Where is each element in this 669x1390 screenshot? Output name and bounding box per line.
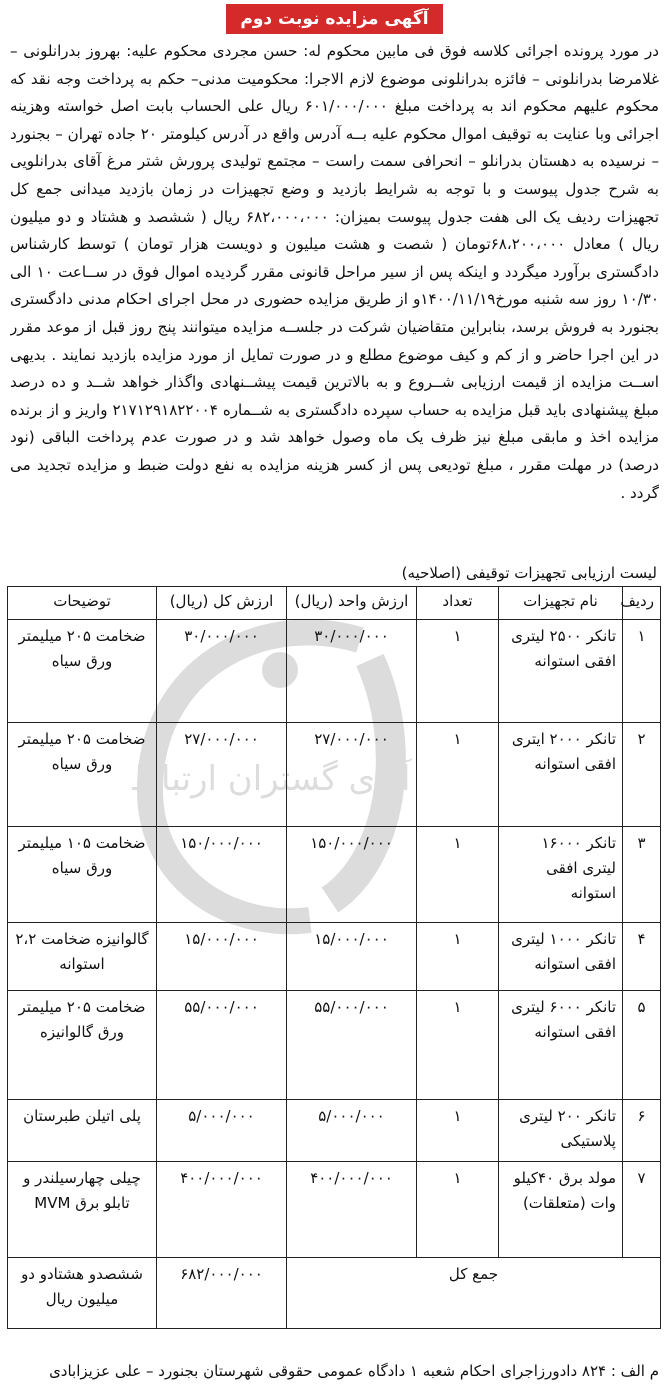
unit-value: ۲۷/۰۰۰/۰۰۰ [287,723,417,827]
equipment-name: تانکر ۲۵۰۰ لیتری افقی استوانه [499,620,623,723]
unit-value: ۵/۰۰۰/۰۰۰ [287,1100,417,1162]
table-header-row [8,587,661,620]
quantity: ۱ [417,723,499,827]
unit-value: ۵۵/۰۰۰/۰۰۰ [287,991,417,1100]
row-number: ۶ [623,1100,661,1162]
notice-title: آگهی مزایده نوبت دوم [226,4,442,34]
equipment-name: تانکر ۲۰۰ لیتری پلاستیکی [499,1100,623,1162]
description: ضخامت ۲۰۵ میلیمتر ورق گالوانیزه [8,991,157,1100]
title-bar [8,0,661,38]
table-row [8,723,661,827]
quantity: ۱ [417,923,499,991]
quantity: ۱ [417,1162,499,1258]
unit-value: ۳۰/۰۰۰/۰۰۰ [287,620,417,723]
notice-body: در مورد پرونده اجرائی کلاسه فوق فی مابین محکوم له: حسن مجردی محکوم علیه: بهروز بدرانلونی – غلامرضا بدرانلونی – فائزه بدرانلونی موضوع لازم الاجرا: محکومیت مدنی– حکم به پرداخت وجه نقد که محکوم علیهم محکوم اند به پرداخت مبلغ ۶۰۱/۰۰۰/۰۰۰ ریال علی الحساب بابت اصل خواسته وهزینه اجرائی وبا عنایت به توقیف اموال محکوم علیه بــه آدرس واقع در آدرس کیلومتر ۲۰ جاده تهران – بجنورد – نرسیده به دهستان بدرانلو – انحرافی سمت راست – مجتمع تولیدی پرورش شتر مرغ آقای بدرانلویی به شرح جدول پیوست و با توجه به شرایط بازدید و وضع تجهیزات در زمان بازدید میدانی جمع کل تجهیزات ردیف یک الی هفت جدول پیوست بمیزان: ۶۸۲،۰۰۰،۰۰۰ ریال ( ششصد و هشتاد و دو میلیون ریال ) معادل ۶۸،۲۰۰،۰۰۰تومان ( شصت و هشت میلیون و دویست هزار تومان ) توسط کارشناس دادگستری برآورد میگردد و اینکه پس از سیر مراحل قانونی مقرر گردیده اموال فوق در ســاعت ۱۰ الی ۱۰/۳۰ روز سه شنبه مورخ۱۴۰۰/۱۱/۱۹و از طریق مزایده حضوری در محل اجرای احکام مدنی دادگستری بجنورد به فروش برسد، بنابراین متقاضیان شرکت در جلســه مزایده میتوانند پنج روز قبل از موعد مقرر در این اجرا حاضر و از کم و کیف موضوع مطلع و در صورت تمایل از مورد مزایده بازدید نمایند . بدیهی اســت مزایده از قیمت ارزیابی شــروع و به بالاترین قیمت پیشــنهادی واگذار خواهد شــد و ده درصد مبلغ پیشنهادی باید قبل مزایده به حساب سپرده دادگستری به شــماره ۲۱۷۱۲۹۱۸۲۲۰۰۴ واریز و از برنده مزایده اخذ و مابقی مبلغ نیز ظرف یک ماه وصول خواهد شد و در صورت عدم پرداخت الباقی (نود درصد) در مهلت مقرر ، مبلغ تودیعی پس از کسر هزینه مزایده به نفع دولت ضبط و مزایده تجدید می گردد . [10,42,659,502]
equipment-name: تانکر ۶۰۰۰ لیتری افقی استوانه [499,991,623,1100]
table-row [8,923,661,991]
table-row [8,991,661,1100]
unit-value: ۱۵/۰۰۰/۰۰۰ [287,923,417,991]
description: گالوانیزه ضخامت ۲،۲ استوانه [8,923,157,991]
row-number: ۴ [623,923,661,991]
header-quantity: تعداد [417,587,499,620]
table-row [8,1162,661,1258]
unit-value: ۴۰۰/۰۰۰/۰۰۰ [287,1162,417,1258]
equipment-table [7,586,661,1329]
header-description: توضیحات [8,587,157,620]
watermark-text: آوای گستران ارتباط [129,759,411,799]
description: پلی اتیلن طبرستان [8,1100,157,1162]
equipment-name: مولد برق ۴۰کیلو وات (متعلقات) [499,1162,623,1258]
table-row [8,1100,661,1162]
quantity: ۱ [417,991,499,1100]
grand-total-label: جمع کل [287,1258,661,1329]
description: ضخامت ۲۰۵ میلیمتر ورق سیاه [8,723,157,827]
total-value: ۵/۰۰۰/۰۰۰ [157,1100,287,1162]
table-total-row [8,1258,661,1329]
equipment-name: تانکر ۲۰۰۰ ایتری افقی استوانه [499,723,623,827]
description: چیلی چهارسیلندر و تابلو برق MVM [8,1162,157,1258]
unit-value: ۱۵۰/۰۰۰/۰۰۰ [287,827,417,923]
row-number: ۷ [623,1162,661,1258]
quantity: ۱ [417,620,499,723]
grand-total-words: ششصدو هشتادو دو میلیون ریال [8,1258,157,1329]
total-value: ۵۵/۰۰۰/۰۰۰ [157,991,287,1100]
row-number: ۳ [623,827,661,923]
quantity: ۱ [417,1100,499,1162]
total-value: ۳۰/۰۰۰/۰۰۰ [157,620,287,723]
equipment-name: تانکر ۱۰۰۰ لیتری افقی استوانه [499,923,623,991]
table-row [8,827,661,923]
table-row [8,620,661,723]
total-value: ۱۵/۰۰۰/۰۰۰ [157,923,287,991]
total-value: ۲۷/۰۰۰/۰۰۰ [157,723,287,827]
total-value: ۴۰۰/۰۰۰/۰۰۰ [157,1162,287,1258]
total-value: ۱۵۰/۰۰۰/۰۰۰ [157,827,287,923]
row-number: ۲ [623,723,661,827]
description: ضخامت ۲۰۵ میلیمتر ورق سیاه [8,620,157,723]
notice-footer: م الف : ۸۲۴ دادورزاجرای احکام شعبه ۱ دادگاه عمومی حقوقی شهرستان بجنورد – علی عزیزابادی [49,1362,659,1380]
header-equipment-name: نام تجهیزات [499,587,623,620]
list-title: لیست ارزیابی تجهیزات توقیفی (اصلاحیه) [401,564,657,582]
row-number: ۱ [623,620,661,723]
header-unit-value: ارزش واحد (ریال) [287,587,417,620]
equipment-name: تانکر ۱۶۰۰۰ لیتری افقی استوانه [499,827,623,923]
row-number: ۵ [623,991,661,1100]
quantity: ۱ [417,827,499,923]
grand-total-value: ۶۸۲/۰۰۰/۰۰۰ [157,1258,287,1329]
header-total-value: ارزش کل (ریال) [157,587,287,620]
description: ضخامت ۱۰۵ میلیمتر ورق سیاه [8,827,157,923]
header-row-number: ردیف [623,587,661,620]
